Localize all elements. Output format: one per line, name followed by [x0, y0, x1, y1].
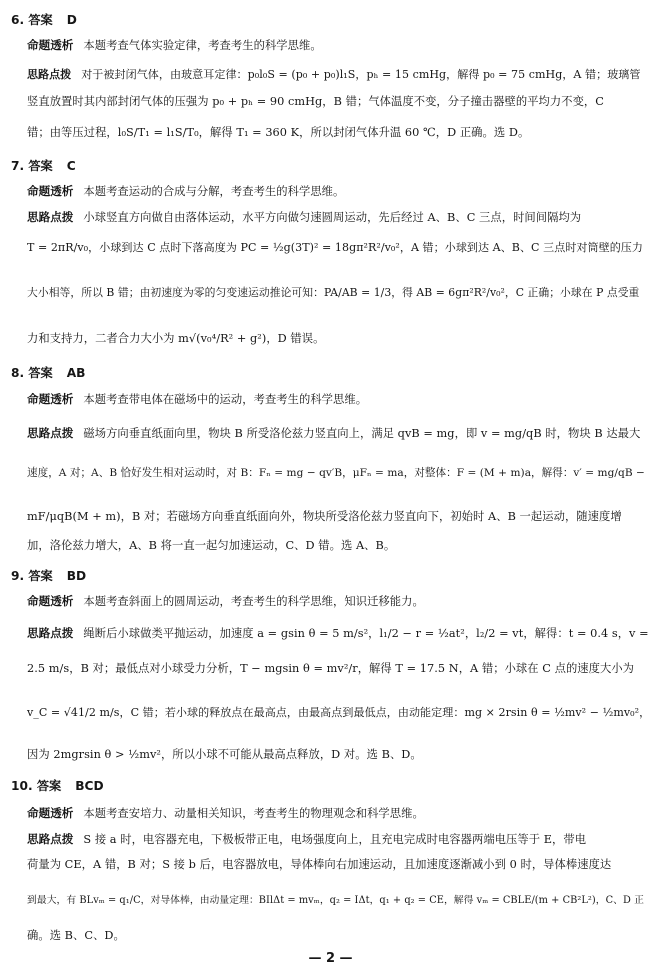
q8-step-line-3: mF/μqB(M + m)，B 对；若磁场方向垂直纸面向外，物块所受洛伦兹力竖直向下，初始时 A、B 一起运动，随速度增	[27, 510, 622, 523]
q7-step-line-4: 力和支持力，二者合力大小为 m√(v₀⁴/R² + g²)，D 错误。	[27, 332, 325, 345]
q9-step-line-3: v_C = √41/2 m/s，C 错；若小球的释放点在最高点，由最高点到最低点，由动能定理：mg × 2rsin θ = ½mv² − ½mv₀²，	[27, 706, 651, 719]
intent-label: 命题透析	[27, 806, 74, 820]
q10-step-line-2: 荷量为 CE，A 错，B 对；S 接 b 后，电容器放电，导体棒向右加速运动，且加速度逐渐减小到 0 时，导体棒速度达	[27, 858, 612, 871]
q9-step-line-1: 思路点拨 绳断后小球做类平抛运动，加速度 a = gsin θ = 5 m/s²，l₁/2 − r = ½at²，l₂/2 = vt，解得：t = 0.4 s，v =	[27, 626, 649, 640]
intent-label: 命题透析	[27, 594, 74, 608]
q8-step-line-2: 速度，A 对；A、B 恰好发生相对运动时，对 B：Fₙ = mg − qv′B，μFₙ = ma，对整体：F = (M + m)a，解得：v′ = mg/qB −	[27, 467, 645, 479]
answer-label: 8. 答案	[11, 366, 53, 380]
answer-value: BCD	[75, 779, 104, 793]
q7-step-line-1: 思路点拨 小球竖直方向做自由落体运动，水平方向做匀速圆周运动，先后经过 A、B、C 三点，时间间隔均为	[27, 210, 582, 224]
answer-label: 9. 答案	[11, 569, 53, 583]
intent-text: 本题考查带电体在磁场中的运动，考查考生的科学思维。	[83, 393, 368, 406]
intent-text: 本题考查安培力、动量相关知识，考查考生的物理观念和科学思维。	[83, 807, 424, 820]
answer-label: 6. 答案	[11, 13, 53, 27]
q7-answer-line	[11, 157, 76, 174]
steps-label: 思路点拨	[27, 210, 74, 224]
q9-intent	[27, 594, 649, 609]
intent-text: 本题考查斜面上的圆周运动，考查考生的科学思维，知识迁移能力。	[83, 595, 424, 608]
q8-intent	[27, 392, 649, 407]
q10-step-line-4: 确。选 B、C、D。	[27, 929, 125, 942]
q6-step-line-2: 竖直放置时其内部封闭气体的压强为 p₀ + pₕ = 90 cmHg，B 错；气体温度不变，分子撞击器壁的平均力不变，C	[27, 95, 604, 108]
intent-text: 本题考查气体实验定律，考查考生的科学思维。	[83, 39, 322, 52]
q9-step-line-4: 因为 2mgrsin θ > ½mv²，所以小球不可能从最高点释放，D 对。选 B、D。	[27, 748, 422, 761]
q10-step-line-1: 思路点拨 S 接 a 时，电容器充电，下极板带正电，电场强度向上，且充电完成时电容器两端电压等于 E，带电	[27, 832, 587, 846]
intent-label: 命题透析	[27, 38, 74, 52]
intent-text: 本题考查运动的合成与分解，考查考生的科学思维。	[83, 185, 345, 198]
answer-value: D	[66, 13, 77, 27]
q9-step-line-2: 2.5 m/s，B 对；最低点对小球受力分析，T − mgsin θ = mv²/r，解得 T = 17.5 N，A 错；小球在 C 点的速度大小为	[27, 662, 635, 675]
intent-label: 命题透析	[27, 392, 74, 406]
q6-intent	[27, 38, 649, 53]
q8-answer-line	[11, 364, 85, 381]
q10-step-line-3: 到最大，有 BLvₘ = q₁/C，对导体棒，由动量定理：BIlΔt = mvₘ，q₂ = IΔt，q₁ + q₂ = CE，解得 vₘ = CBLE/(m + CB²L²)，C、D 正	[27, 895, 644, 906]
q7-intent	[27, 184, 649, 199]
q10-answer-line	[11, 777, 104, 794]
intent-label: 命题透析	[27, 184, 74, 198]
q6-answer-line	[11, 11, 77, 28]
q6-step-line-1: 思路点拨 对于被封闭气体，由玻意耳定律：p₀l₀S = (p₀ + p₀)l₁S，pₕ = 15 cmHg，解得 p₀ = 75 cmHg，A 错；玻璃管	[27, 68, 641, 81]
q7-step-line-3: 大小相等，所以 B 错；由初速度为零的匀变速运动推论可知：PA/AB = 1/3，得 AB = 6gπ²R²/v₀²，C 正确；小球在 P 点受重	[27, 286, 640, 299]
q9-answer-line	[11, 567, 86, 584]
answer-value: AB	[66, 366, 86, 380]
steps-label: 思路点拨	[27, 68, 72, 81]
steps-label: 思路点拨	[27, 626, 74, 640]
answer-value: C	[66, 159, 76, 173]
answer-label: 10. 答案	[11, 779, 62, 793]
answer-value: BD	[66, 569, 87, 583]
q8-step-line-4: 加，洛伦兹力增大，A、B 将一直一起匀加速运动，C、D 错。选 A、B。	[27, 539, 396, 552]
q8-step-line-1: 思路点拨 磁场方向垂直纸面向里，物块 B 所受洛伦兹力竖直向上，满足 qvB = mg，即 v = mg/qB 时，物块 B 达最大	[27, 426, 641, 440]
page-number: — 2 —	[308, 951, 353, 966]
q7-step-line-2: T = 2πR/v₀，小球到达 C 点时下落高度为 PC = ½g(3T)² = 18gπ²R²/v₀²，A 错；小球到达 A、B、C 三点时对筒壁的压力	[27, 241, 643, 254]
steps-label: 思路点拨	[27, 832, 74, 846]
q10-intent	[27, 806, 649, 821]
q6-step-line-3: 错；由等压过程，l₀S/T₁ = l₁S/T₀，解得 T₁ = 360 K，所以封闭气体升温 60 ℃，D 正确。选 D。	[27, 126, 530, 139]
steps-label: 思路点拨	[27, 426, 74, 440]
answer-label: 7. 答案	[11, 159, 53, 173]
